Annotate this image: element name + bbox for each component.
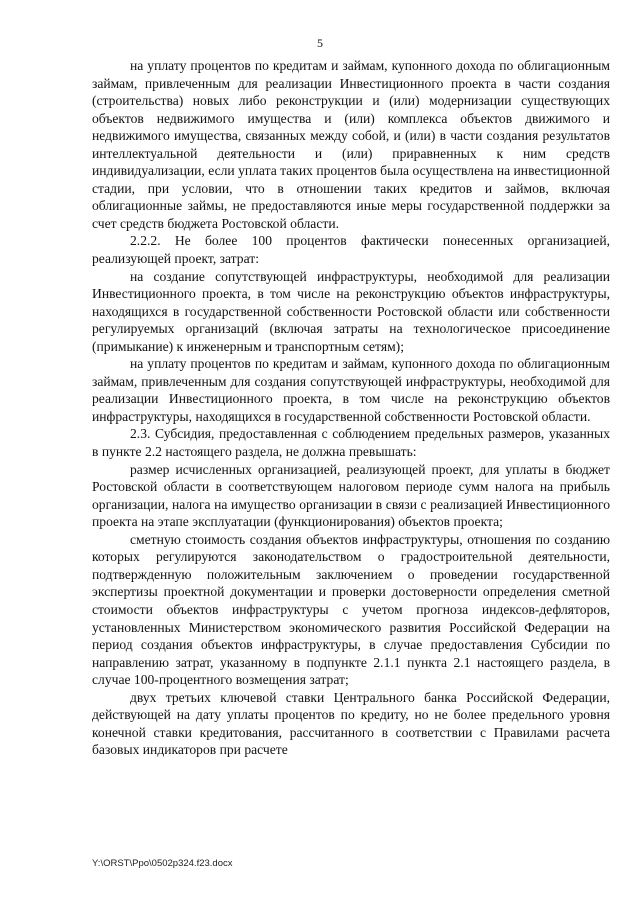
paragraph-tax-amount: размер исчисленных организацией, реализующей проект, для уплаты в бюджет Ростовской области в соответствующем налоговом периоде сумм налога на прибыль организации, налога на имущество организации в связи с реализацией Инвестиционного проекта на этапе эксплуатации (функционирования) объектов проекта; [92, 461, 610, 530]
paragraph-key-rate: двух третьих ключевой ставки Центрального банка Российской Федерации, действующей на дату уплаты процентов по кредиту, но не более предельного уровня конечной ставки кредитования, рассчитанного в соответствии с Правилами расчета базовых индикаторов при расчете [92, 689, 610, 758]
paragraph-estimated-cost: сметную стоимость создания объектов инфраструктуры, отношения по созданию которых регулируются законодательством о градостроительной деятельности, подтвержденную положительным заключением о проведении государственной экспертизы проектной документации и проверки достоверности определения сметной стоимости объектов инфраструктуры с учетом прогноза индексов-дефляторов, установленных Министерством экономического развития Российской Федерации на период создания объектов инфраструктуры, в случае предоставления Субсидии по направлению затрат, указанному в подпункте 2.1.1 пункта 2.1 настоящего раздела, в случае 100-процентного возмещения затрат; [92, 531, 610, 688]
page-number: 5 [317, 36, 323, 50]
paragraph-2-3: 2.3. Субсидия, предоставленная с соблюдением предельных размеров, указанных в пункте 2.2 настоящего раздела, не должна превышать: [92, 426, 610, 460]
footer-file-path: Y:\ORST\Ppo\0502p324.f23.docx [92, 858, 233, 869]
document-body [92, 57, 610, 759]
paragraph-infrastructure-interest: на уплату процентов по кредитам и займам, купонного дохода по облигационным займам, привлеченным для создания сопутствующей инфраструктуры, необходимой для реализации Инвестиционного проекта, в том числе на реконструкцию объектов инфраструктуры, находящихся в государственной собственности Ростовской области. [92, 356, 610, 424]
paragraph-2-2-2: 2.2.2. Не более 100 процентов фактически понесенных организацией, реализующей проект, затрат: [92, 233, 610, 267]
paragraph-interest-payments: на уплату процентов по кредитам и займам, купонного дохода по облигационным займам, привлеченным для реализации Инвестиционного проекта в части создания (строительства) новых либо реконструкции и (или) модернизации существующих объектов недвижимого имущества и (или) комплекса объектов движимого и недвижимого имущества, связанных между собой, и (или) в части создания результатов интеллектуальной деятельности и (или) приравненных к ним средств индивидуализации, если уплата таких процентов была осуществлена на инвестиционной стадии, при условии, что в отношении таких кредитов и займов, включая облигационные займы, не предоставляются иные меры государственной поддержки за счет средств бюджета Ростовской области. [92, 58, 610, 231]
paragraph-infrastructure-creation: на создание сопутствующей инфраструктуры, необходимой для реализации Инвестиционного проекта, в том числе на реконструкцию объектов инфраструктуры, находящихся в государственной собственности Ростовской области или собственности регулируемых организаций (включая затраты на технологическое присоединение (примыкание) к инженерным и транспортным сетям); [92, 268, 610, 354]
